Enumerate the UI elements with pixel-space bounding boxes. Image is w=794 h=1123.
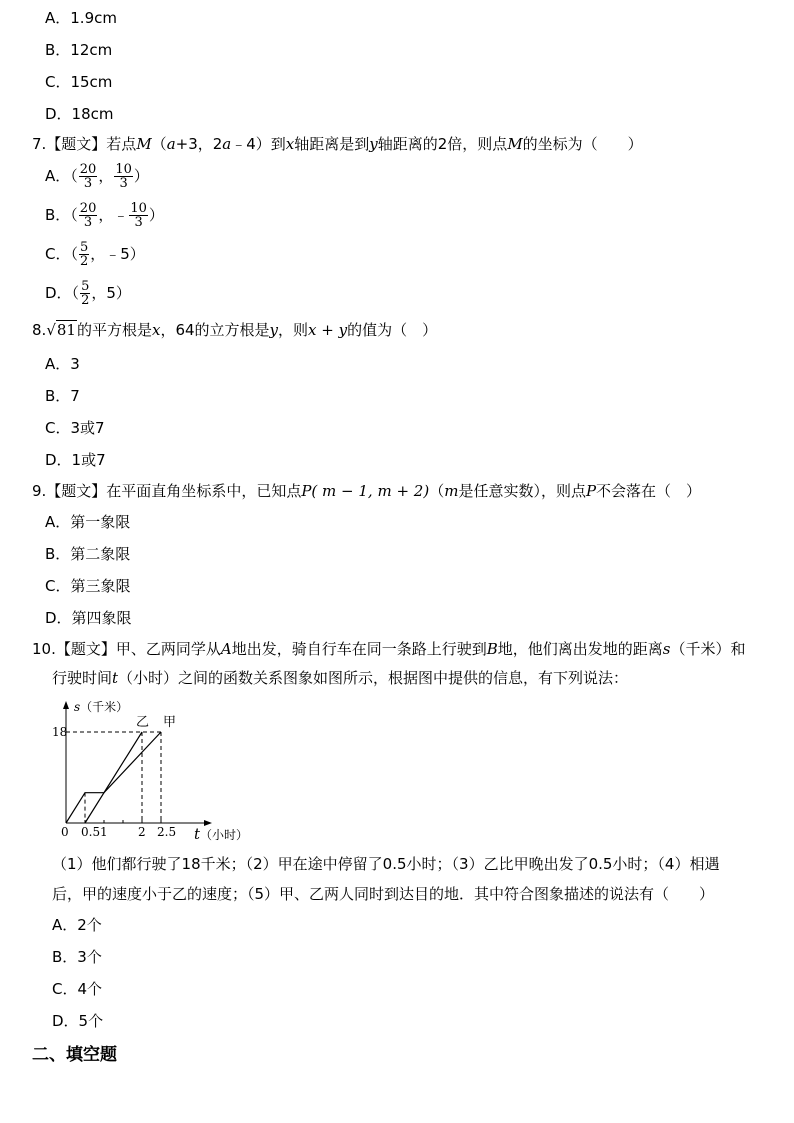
radical-sign: √ [46,321,56,339]
q9-option-b: B．第二象限 [45,545,131,563]
fraction: $\frac{5}{2}$ [81,279,90,308]
q7-stem: 7.【题文】若点M（a+3，2a﹣4）到x轴距离是到y轴距离的2倍，则点M的坐标为（ ） [32,135,643,153]
fraction: $\frac{10}{3}$ [130,201,147,230]
fraction: $\frac{5}{2}$ [79,240,89,269]
fraction: $\frac{10}{3}$ [115,162,132,191]
section-heading: 二、填空题 [32,1045,117,1065]
q8-stem: 8.√81的平方根是x，64的立方根是y，则x + y的值为（ ） [32,321,438,339]
q10-stem-line1: 10.【题文】甲、乙两同学从A地出发，骑自行车在同一条路上行驶到B地，他们离出发地的距离s（千米）和 [32,640,746,658]
q7-option-d: D．（ $\frac{5}{2}$ ，5） [45,279,131,308]
q9-stem: 9.【题文】在平面直角坐标系中，已知点P( m − 1, m + 2)（m是任意实数），则点P不会落在（ ） [32,482,702,500]
q7-option-a: A．（ $\frac{20}{3}$ ， $\frac{10}{3}$ ） [45,162,149,191]
q9-option-d: D．第四象限 [45,609,132,627]
fraction: $\frac{20}{3}$ [79,162,97,191]
q9-option-c: C．第三象限 [45,577,131,595]
q6-option-a: A．1.9cm [45,9,117,27]
q7-option-b: B．（ $\frac{20}{3}$ ，﹣ $\frac{10}{3}$ ） [45,201,164,230]
q10-statements-line1: （1）他们都行驶了18千米；（2）甲在途中停留了0.5小时；（3）乙比甲晚出发了0.5小时；（4）相遇 [52,855,720,873]
q8-option-b: B．7 [45,387,80,405]
series-label-jia: 甲 [163,715,177,730]
y-axis-arrow [63,701,69,709]
q8-option-d: D．1或7 [45,451,106,469]
y-axis-label: s（千米） [74,700,129,714]
x-tick-label: 0.5 [81,825,101,839]
q10-option-a: A．2个 [52,916,102,934]
q6-option-b: B．12cm [45,41,113,59]
x-tick-label: 0 [61,825,69,839]
series-label-yi: 乙 [136,715,150,730]
q10-stem-line2: 行驶时间t（小时）之间的函数关系图象如图所示，根据图中提供的信息，有下列说法： [52,669,629,687]
q8-option-c: C．3或7 [45,419,105,437]
q6-option-d: D．18cm [45,105,114,123]
series-line-yi [85,732,142,823]
q8-option-a: A．3 [45,355,80,373]
x-tick-label: 2 [138,825,146,839]
q10-option-d: D．5个 [52,1012,104,1030]
distance-time-graph [52,695,252,845]
q10-statements-line2: 后，甲的速度小于乙的速度；（5）甲、乙两人同时到达目的地．其中符合图象描述的说法有（ ） [52,885,715,903]
q6-option-c: C．15cm [45,73,113,91]
q10-option-c: C．4个 [52,980,103,998]
y-tick-label: 18 [52,725,68,739]
fraction: $\frac{20}{3}$ [79,201,97,230]
x-tick-label: 2.5 [157,825,177,839]
square-root: √81 [46,321,76,339]
x-axis-arrow [204,820,212,826]
x-tick-label: 1 [100,825,108,839]
q7-option-c: C．（ $\frac{5}{2}$ ，﹣5） [45,240,145,269]
x-axis-label: t（小时） [194,825,249,843]
q10-option-b: B．3个 [52,948,102,966]
q9-option-a: A．第一象限 [45,513,131,531]
